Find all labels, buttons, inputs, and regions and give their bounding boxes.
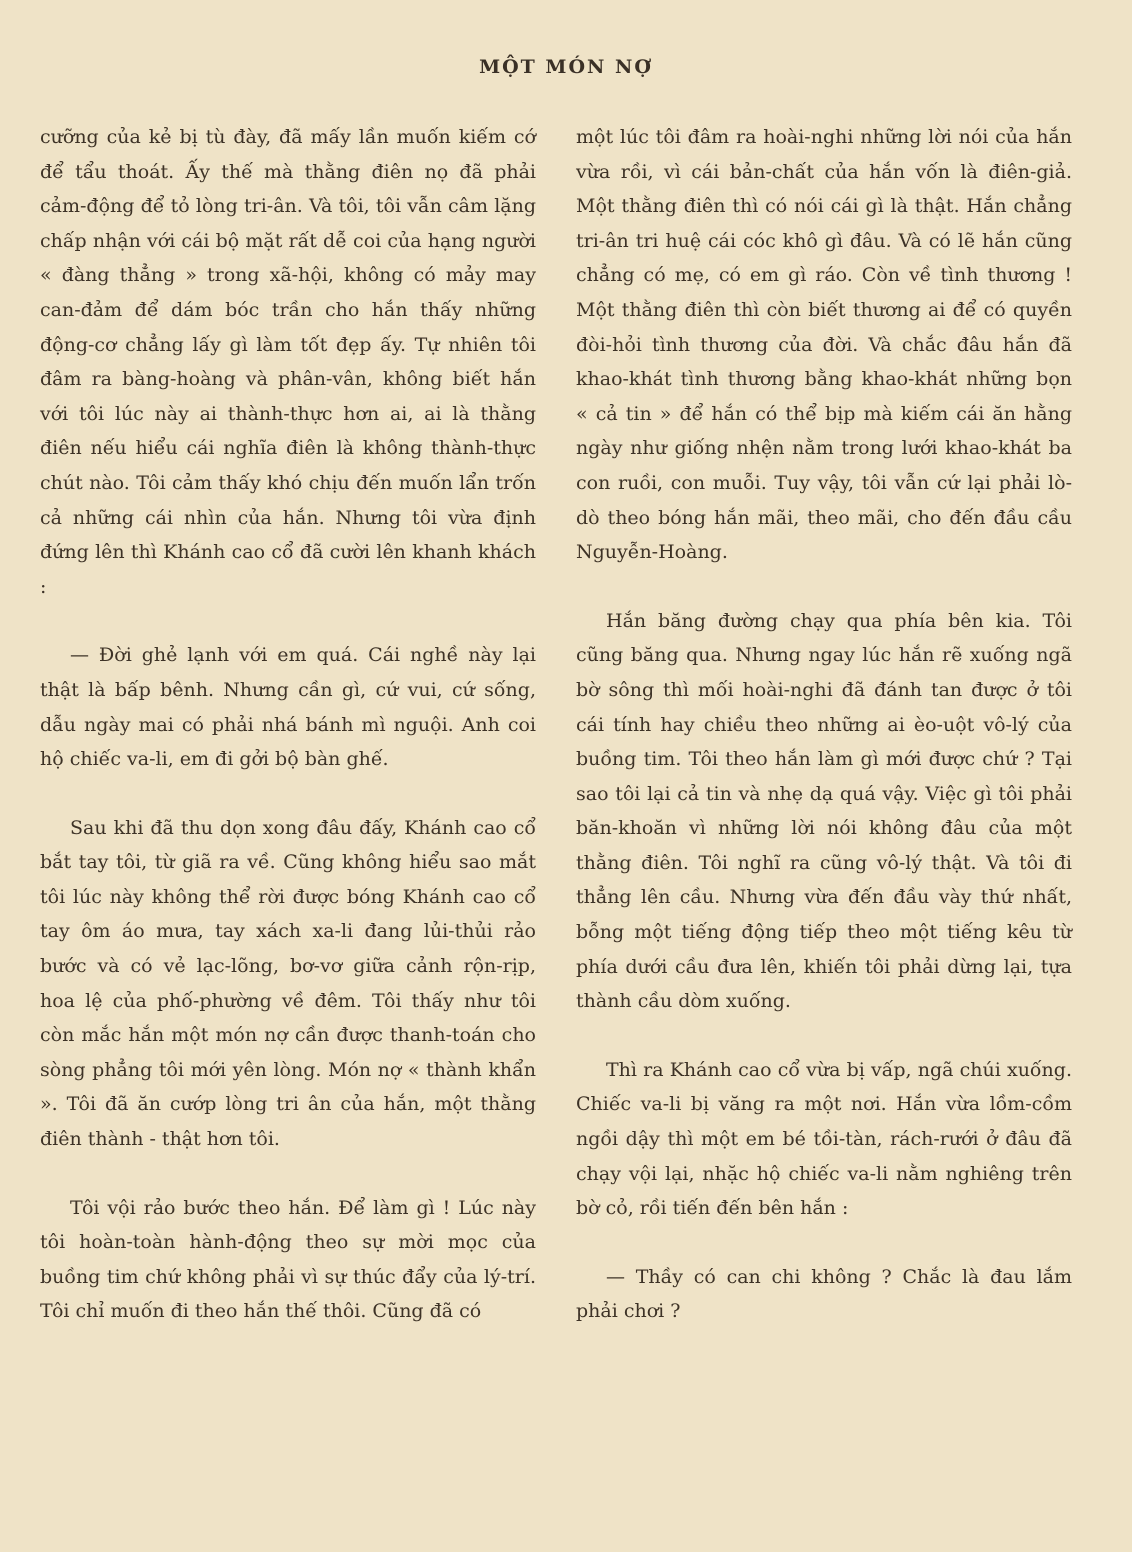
paragraph: Sau khi đã thu dọn xong đâu đấy, Khánh cao cổ bắt tay tôi, từ giã ra về. Cũng không hiểu sao mắt tôi lúc này không thể rời được bóng Khánh cao cổ tay ôm áo mưa, tay xách xa-li đang lủi-thủi rảo bước và có vẻ lạc-lõng, bơ-vơ giữa cảnh rộn-rịp, hoa lệ của phố-phường về đêm. Tôi thấy như tôi còn mắc hắn một món nợ cần được thanh-toán cho sòng phẳng tôi mới yên lòng. Món nợ « thành khẩn ». Tôi đã ăn cướp lòng tri ân của hắn, một thằng điên thành - thật hơn tôi. [40, 816, 536, 1151]
paragraph-gap [576, 1019, 1072, 1053]
paragraph: — Đời ghẻ lạnh với em quá. Cái nghề này lại thật là bấp bênh. Nhưng cần gì, cứ vui, cứ sống, dẫu ngày mai có phải nhá bánh mì nguội. Anh coi hộ chiếc va-li, em đi gởi bộ bàn ghế. [40, 644, 536, 771]
right-column [576, 120, 1072, 1329]
paragraph-gap [40, 1157, 536, 1191]
left-column [40, 120, 536, 1329]
paragraph: Hắn băng đường chạy qua phía bên kia. Tôi cũng băng qua. Nhưng ngay lúc hắn rẽ xuống ngã bờ sông thì mối hoài-nghi đã đánh tan được ở tôi cái tính hay chiều theo những ai èo-uột vô-lý của buồng tim. Tôi theo hắn làm gì mới được chứ ? Tại sao tôi lại cả tin và nhẹ dạ quá vậy. Việc gì tôi phải băn-khoăn vì những lời nói không đâu của một thằng điên. Tôi nghĩ ra cũng vô-lý thật. Và tôi đi thẳng lên cầu. Nhưng vừa đến đầu vày thứ nhất, bỗng một tiếng động tiếp theo một tiếng kêu từ phía dưới cầu đưa lên, khiến tôi phải dừng lại, tựa thành cầu dòm xuống. [576, 609, 1072, 1013]
paragraph: Tôi vội rảo bước theo hắn. Để làm gì ! Lúc này tôi hoàn-toàn hành-động theo sự mời mọc của buồng tim chứ không phải vì sự thúc đẩy của lý-trí. Tôi chỉ muốn đi theo hắn thế thôi. Cũng đã có [40, 1196, 536, 1323]
paragraph: một lúc tôi đâm ra hoài-nghi những lời nói của hắn vừa rồi, vì cái bản-chất của hắn vốn là điên-giả. Một thằng điên thì có nói cái gì là thật. Hắn chẳng tri-ân tri huệ cái cóc khô gì đâu. Và có lẽ hắn cũng chẳng có mẹ, có em gì ráo. Còn về tình thương ! Một thằng điên thì còn biết thương ai để có quyền đòi-hỏi tình thương của đời. Và chắc đâu hắn đã khao-khát tình thương bằng khao-khát những bọn « cả tin » để hắn có thể bịp mà kiếm cái ăn hằng ngày như giống nhện nằm trong lưới khao-khát ba con ruồi, con muỗi. Tuy vậy, tôi vẫn cứ lại phải lò-dò theo bóng hắn mãi, theo mãi, cho đến đầu cầu Nguyễn-Hoàng. [576, 126, 1072, 564]
paragraph: Thì ra Khánh cao cổ vừa bị vấp, ngã chúi xuống. Chiếc va-li bị văng ra một nơi. Hắn vừa lồm-cồm ngồi dậy thì một em bé tồi-tàn, rách-rưới ở đâu đã chạy vội lại, nhặc hộ chiếc va-li nằm nghiêng trên bờ cỏ, rồi tiến đến bên hắn : [576, 1058, 1072, 1220]
page-title: MỘT MÓN NỢ [479, 56, 653, 78]
paragraph: — Thầy có can chi không ? Chắc là đau lắm phải chơi ? [576, 1265, 1072, 1323]
paragraph-gap [40, 777, 536, 811]
paragraph-gap [576, 1226, 1072, 1260]
paragraph-gap [576, 570, 1072, 604]
paragraph-gap [40, 604, 536, 638]
paragraph: cưỡng của kẻ bị tù đày, đã mấy lần muốn kiếm cớ để tẩu thoát. Ấy thế mà thằng điên nọ đã phải cảm-động để tỏ lòng tri-ân. Và tôi, tôi vẫn câm lặng chấp nhận với cái bộ mặt rất dễ coi của hạng người « đàng thẳng » trong xã-hội, không có mảy may can-đảm để dám bóc trần cho hắn thấy những động-cơ chẳng lấy gì làm tốt đẹp ấy. Tự nhiên tôi đâm ra bàng-hoàng và phân-vân, không biết hắn với tôi lúc này ai thành-thực hơn ai, ai là thằng điên nếu hiểu cái nghĩa điên là không thành-thực chút nào. Tôi cảm thấy khó chịu đến muốn lẩn trốn cả những cái nhìn của hắn. Nhưng tôi vừa định đứng lên thì Khánh cao cổ đã cười lên khanh khách : [40, 126, 536, 598]
